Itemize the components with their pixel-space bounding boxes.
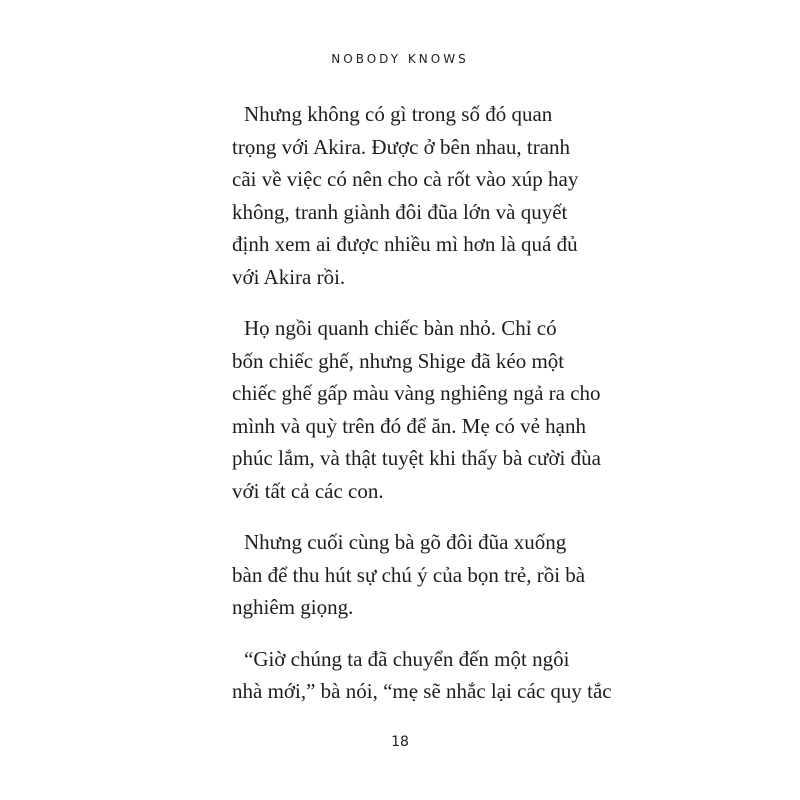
page-number: 18 xyxy=(391,734,409,750)
text-line: phúc lắm, và thật tuyệt khi thấy bà cười đùa xyxy=(232,446,601,470)
paragraph-1 xyxy=(232,98,582,293)
text-line: Nhưng cuối cùng bà gõ đôi đũa xuống xyxy=(244,530,567,554)
text-line: “Giờ chúng ta đã chuyển đến một ngôi xyxy=(244,646,570,671)
text-line: nhà mới,” bà nói, “mẹ sẽ nhắc lại các quy tắc xyxy=(232,679,612,703)
paragraph-3 xyxy=(232,526,586,624)
text-line: Nhưng không có gì trong số đó quan xyxy=(244,102,553,126)
paragraph-4 xyxy=(232,643,612,708)
text-line: với Akira rồi. xyxy=(232,264,346,289)
text-line: bàn để thu hút sự chú ý của bọn trẻ, rồi bà xyxy=(232,562,586,587)
text-line: bốn chiếc ghế, nhưng Shige đã kéo một xyxy=(232,348,565,373)
text-line: chiếc ghế gấp màu vàng nghiêng ngả ra cho xyxy=(232,381,601,405)
text-line: nghiêm giọng. xyxy=(232,595,354,619)
text-line: trọng với Akira. Được ở bên nhau, tranh xyxy=(232,134,571,159)
text-line: mình và quỳ trên đó để ăn. Mẹ có vẻ hạnh xyxy=(232,413,586,438)
paragraph-2 xyxy=(232,312,601,507)
body-text xyxy=(232,98,612,708)
text-line: định xem ai được nhiều mì hơn là quá đủ xyxy=(232,232,578,256)
running-header: NOBODY KNOWS xyxy=(331,52,469,66)
text-line: với tất cả các con. xyxy=(232,478,384,503)
text-line: cãi về việc có nên cho cà rốt vào xúp hay xyxy=(232,167,579,191)
text-line: không, tranh giành đôi đũa lớn và quyết xyxy=(232,199,568,224)
text-line: Họ ngồi quanh chiếc bàn nhỏ. Chỉ có xyxy=(244,316,557,340)
